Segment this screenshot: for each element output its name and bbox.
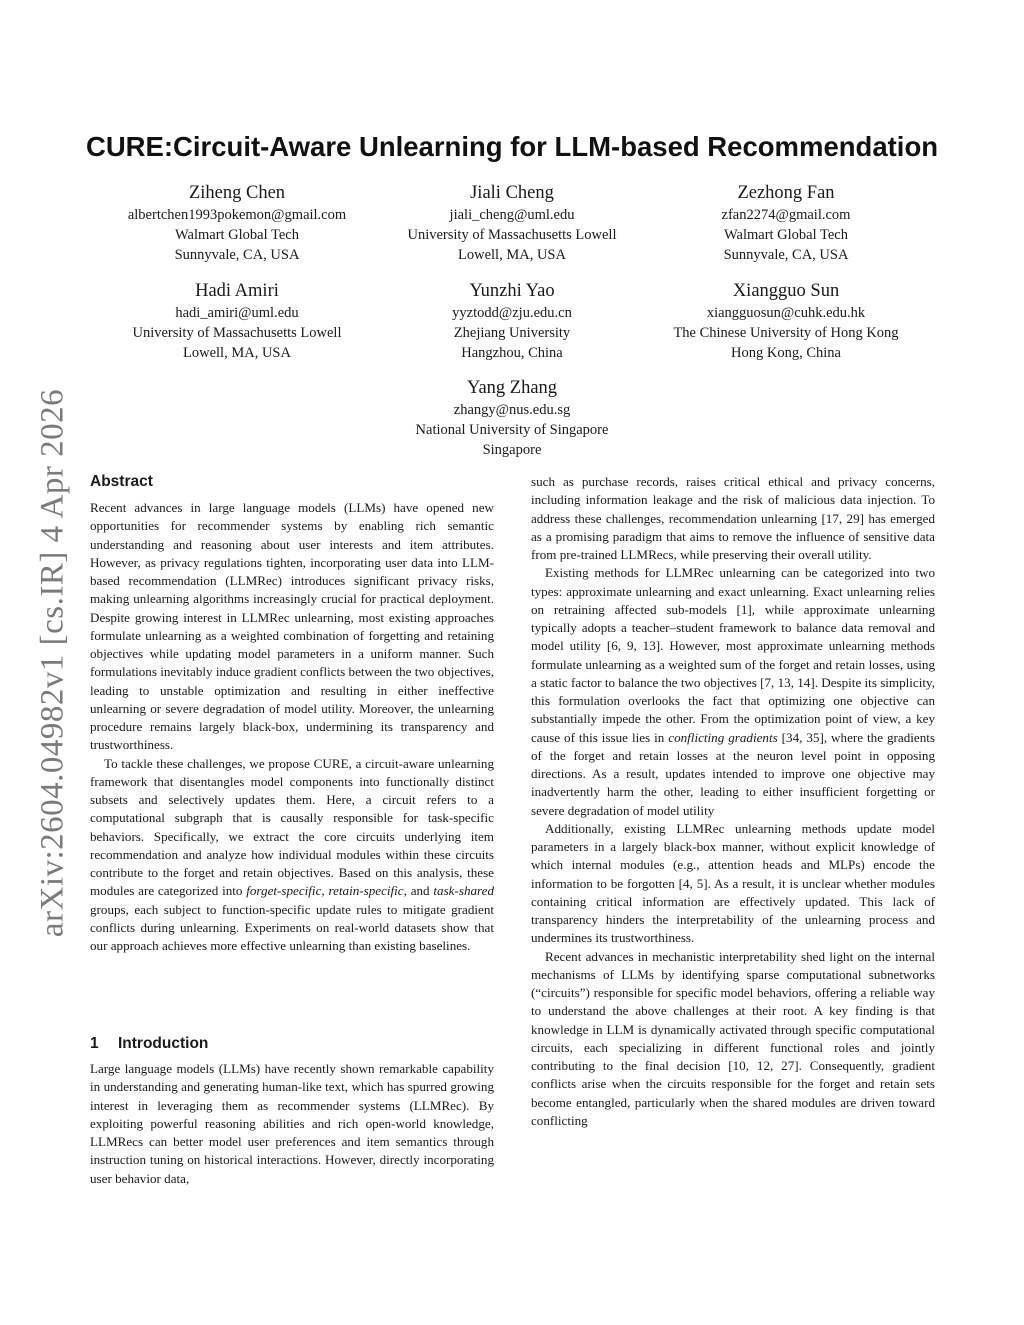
author-email: hadi_amiri@uml.edu	[175, 305, 299, 321]
author-email: yyztodd@zju.edu.cn	[452, 305, 572, 321]
intro-paragraph: Additionally, existing LLMRec unlearning methods update model parameters in a largely black-box manner, without explicit knowledge of which internal modules (e.g., attention heads and MLPs) encode the information to be forgotten [4, 5]. As a result, it is unclear whether modules containing critical information are effectively updated. This lack of transparency hinders the interpretability of the unlearning process and undermines its trustworthiness.	[531, 820, 935, 946]
author-name: Zezhong Fan	[737, 183, 835, 203]
author-block	[362, 281, 662, 363]
intro-paragraph: such as purchase records, raises critical ethical and privacy concerns, including information leakage and the risk of malicious data injection. To address these challenges, recommendation unlearning [17, 29] has emerged as a promising paradigm that aims to remove the influence of sensitive data from pre-trained LLMRecs, while preserving their overall utility.	[531, 474, 935, 562]
author-email: zfan2274@gmail.com	[721, 207, 851, 223]
term-forget-specific: forget-specific	[246, 883, 322, 899]
author-name: Jiali Cheng	[470, 183, 554, 203]
author-email: xiangguosun@cuhk.edu.hk	[706, 305, 866, 321]
author-location: Hangzhou, China	[461, 345, 563, 361]
intro-left-column	[90, 1060, 494, 1188]
author-location: Sunnyvale, CA, USA	[174, 247, 300, 263]
abstract-heading: Abstract	[90, 473, 153, 490]
author-email: zhangy@nus.edu.sg	[453, 402, 571, 418]
author-block	[636, 183, 936, 265]
author-block	[362, 378, 662, 460]
author-location: Lowell, MA, USA	[458, 247, 566, 263]
section-number: 1	[90, 1035, 99, 1052]
term-retain-specific: retain-specific	[328, 883, 404, 899]
arxiv-identifier: arXiv:2604.04982v1 [cs.IR] 4 Apr 2026	[34, 388, 71, 938]
intro-paragraph: Recent advances in mechanistic interpretability shed light on the internal mechanisms of LLMs by identifying sparse computational subnetworks (“circuits”) responsible for specific model behaviors, offering a reliable way to understand the above challenges at their root. A key finding is that knowledge in LLM is dynamically activated through specific computational circuits, each specializing in different functional roles and jointly contributing to the final decision [10, 12, 27]. Consequently, gradient conflicts arise when the circuits responsible for the forget and retain sets become entangled, particularly when the shared modules are driven toward conflicting	[531, 948, 935, 1128]
intro-paragraph: Existing methods for LLMRec unlearning can be categorized into two types: approximate unlearning and exact unlearning. Exact unlearning relies on retraining affected sub-models [1], while approximate unlearning typically adopts a teacher–student framework to balance data removal and model utility [6, 9, 13]. However, most approximate unlearning methods formulate unlearning as a weighted sum of the forget and retain losses, using a static factor to balance the two objectives [7, 13, 14]. Despite its simplicity, this formulation overlooks the fact that optimizing one objective can substantially impede the other. From the optimization point of view, a key cause of this issue lies in conflicting gradients [34, 35], where the gradients of the forget and retain losses at the neuron level point in opposing directions. As a result, updates intended to improve one objective may inadvertently harm the other, leading to either insufficient forgetting or severe degradation of model utility	[531, 565, 935, 818]
abstract-body	[90, 499, 494, 955]
author-affiliation: The Chinese University of Hong Kong	[673, 325, 899, 341]
author-location: Singapore	[482, 442, 542, 458]
author-name: Xiangguo Sun	[732, 281, 840, 301]
author-block	[362, 183, 662, 265]
paper-title: CURE:Circuit-Aware Unlearning for LLM-based Recommendation	[85, 131, 939, 162]
abstract-paragraph: To tackle these challenges, we propose CURE, a circuit-aware unlearning framework that disentangles model components into functionally distinct subsets and selectively updates them. Here, a circuit refers to a computational subgraph that is causally responsible for task-specific behaviors. Specifically, we extract the core circuits underlying item recommendation and analyze how individual modules within these circuits contribute to the forget and retain objectives. Based on this analysis, these modules are categorized into forget-specific, retain-specific, and task-shared groups, each subject to function-specific update rules to mitigate gradient conflicts during unlearning. Experiments on real-world datasets show that our approach achieves more effective unlearning than existing baselines.	[90, 755, 495, 953]
author-location: Lowell, MA, USA	[183, 345, 291, 361]
author-affiliation: National University of Singapore	[415, 422, 609, 438]
author-email: albertchen1993pokemon@gmail.com	[127, 207, 347, 223]
section-title: Introduction	[118, 1035, 209, 1052]
author-block	[87, 281, 387, 363]
author-affiliation: Walmart Global Tech	[724, 227, 848, 243]
author-name: Yunzhi Yao	[469, 281, 555, 301]
intro-right-column	[531, 473, 935, 1130]
intro-paragraph: Large language models (LLMs) have recently shown remarkable capability in understanding and generating human-like text, which has spurred growing interest in leveraging them as recommender systems (LLMRec). By exploiting powerful reasoning abilities and rich open-world knowledge, LLMRecs can better model user preferences and item semantics through instruction tuning on historical interactions. However, directly incorporating user behavior data,	[90, 1061, 494, 1186]
author-location: Sunnyvale, CA, USA	[723, 247, 849, 263]
abstract-paragraph: Recent advances in large language models (LLMs) have opened new opportunities for recommender systems by enabling rich semantic understanding and reasoning about user interests and item attributes. However, as privacy regulations tighten, incorporating user data into LLM-based recommendation (LLMRec) introduces significant privacy risks, making unlearning algorithms increasingly crucial for practical deployment. Despite growing interest in LLMRec unlearning, most existing approaches formulate unlearning as a weighted combination of forgetting and retaining objectives while updating model parameters in a uniform manner. Such formulations inevitably induce gradient conflicts between the two objectives, leading to unstable optimization and resulting in either ineffective unlearning or severe degradation of model utility. Moreover, the unlearning procedure remains largely black-box, undermining its transparency and trustworthiness.	[90, 500, 494, 753]
author-name: Hadi Amiri	[195, 281, 279, 301]
author-name: Yang Zhang	[466, 378, 558, 398]
term-task-shared: task-shared	[433, 883, 495, 899]
author-affiliation: University of Massachusetts Lowell	[132, 325, 342, 341]
author-affiliation: Walmart Global Tech	[175, 227, 299, 243]
author-affiliation: Zhejiang University	[453, 325, 571, 341]
author-affiliation: University of Massachusetts Lowell	[407, 227, 617, 243]
author-block	[87, 183, 387, 265]
author-email: jiali_cheng@uml.edu	[449, 207, 575, 223]
section-heading	[90, 1035, 208, 1053]
author-block	[636, 281, 936, 363]
author-name: Ziheng Chen	[188, 183, 286, 203]
author-location: Hong Kong, China	[731, 345, 841, 361]
term-conflicting-gradients: conflicting gradients	[668, 729, 778, 745]
